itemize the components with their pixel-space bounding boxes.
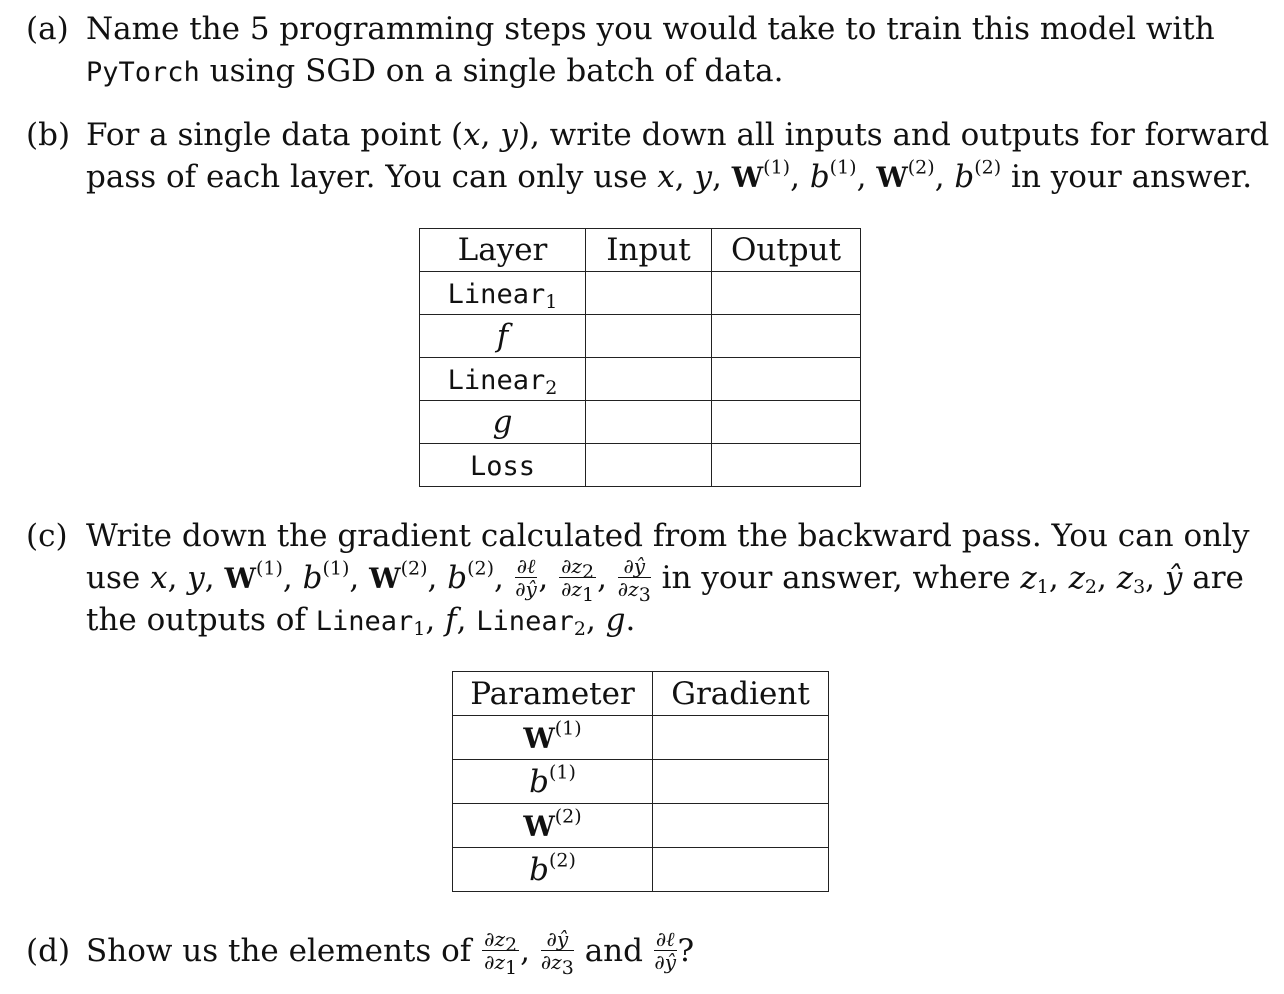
layer-name: g [492, 404, 513, 440]
input-cell[interactable] [586, 272, 712, 315]
question-b-label: (b) [26, 117, 71, 153]
parameter-symbol: b [529, 851, 549, 888]
question-a-line2-rest: using SGD on a single batch of data. [199, 53, 784, 89]
layer-name: Linear [447, 279, 546, 310]
fraction-dz2-dz1: $\frac{\partial z_2}{\partial z_1}$ [561, 554, 595, 606]
gradient-table [452, 671, 829, 892]
forward-pass-table [419, 228, 861, 487]
parameter-cell [453, 804, 653, 848]
table-row [453, 848, 829, 892]
question-a-label: (a) [26, 11, 69, 47]
layer-name: Linear [447, 365, 546, 396]
and-word: and [584, 933, 643, 969]
question-c-line1: Write down the gradient calculated from the backward pass. You can only [86, 518, 1250, 554]
table-row [420, 401, 861, 444]
input-cell[interactable] [586, 315, 712, 358]
parameter-superscript: (1) [548, 761, 576, 784]
header-layer: Layer [420, 229, 586, 272]
parameter-symbol: W [523, 721, 555, 755]
gradient-cell[interactable] [653, 804, 829, 848]
table-row [420, 444, 861, 487]
output-cell[interactable] [712, 444, 861, 487]
question-b [26, 114, 1269, 156]
header-gradient: Gradient [653, 672, 829, 716]
gradient-table-header-row [453, 672, 829, 716]
layer-cell [420, 401, 586, 444]
gradient-cell[interactable] [653, 848, 829, 892]
question-d [26, 927, 695, 979]
fraction-dyhat-dz3: $\frac{\partial ŷ}{\partial z_3}$ [540, 927, 574, 979]
layer-cell [420, 444, 586, 487]
table-row [420, 358, 861, 401]
pytorch-name: PyTorch [86, 57, 200, 88]
parameter-symbol: b [529, 763, 549, 800]
table-row [453, 716, 829, 760]
question-b-line2: pass of each layer. You can only use x, y, $W^{(1)}$, $b^{(1)}$, $W^{(2)}$, $b^{(2)}$ in your answer. [86, 156, 1253, 195]
output-cell[interactable] [712, 401, 861, 444]
question-c-line3: the outputs of Linear$_1$, f, Linear$_2$, g. [86, 602, 636, 640]
output-cell[interactable] [712, 315, 861, 358]
fraction-dyhat-dz3: $\frac{\partial ŷ}{\partial z_3}$ [617, 554, 651, 606]
question-a [26, 8, 1215, 50]
parameter-superscript: (2) [548, 849, 576, 872]
input-cell[interactable] [586, 358, 712, 401]
forward-table-header-row [420, 229, 861, 272]
layer-cell [420, 315, 586, 358]
layer-name: Loss [469, 451, 536, 482]
output-cell[interactable] [712, 358, 861, 401]
parameter-cell [453, 848, 653, 892]
question-c [26, 515, 1250, 557]
question-d-label: (d) [26, 933, 71, 969]
output-cell[interactable] [712, 272, 861, 315]
header-output: Output [712, 229, 861, 272]
header-parameter: Parameter [453, 672, 653, 716]
fraction-dl-dyhat: $\frac{\text{∂ℓ}}{\partial ŷ}$ [515, 554, 537, 601]
gradient-cell[interactable] [653, 760, 829, 804]
layer-subscript: 2 [545, 376, 558, 399]
question-a-line2 [86, 50, 783, 94]
question-c-line2: use x, y, $W^{(1)}$, $b^{(1)}$, $W^{(2)}$, $b^{(2)}$, $\frac{\text{∂ℓ}}{\partial ŷ}$ , $\frac{\partial z_2}{\partial z_1}$ , $\frac{\partial ŷ}{\partial z_3}$ in your answer, where $z_1$, $z_2$, $z_3$, ŷ are [86, 554, 1244, 606]
table-row [420, 272, 861, 315]
parameter-symbol: W [523, 809, 555, 843]
table-row [453, 760, 829, 804]
parameter-superscript: (1) [554, 717, 582, 740]
header-input: Input [586, 229, 712, 272]
table-row [453, 804, 829, 848]
parameter-cell [453, 760, 653, 804]
question-a-line1: Name the 5 programming steps you would take to train this model with [86, 11, 1215, 47]
parameter-superscript: (2) [554, 805, 582, 828]
parameter-cell [453, 716, 653, 760]
table-row [420, 315, 861, 358]
layer-cell [420, 358, 586, 401]
question-b-line1: For a single data point (x, y), write down all inputs and outputs for forward [86, 117, 1270, 153]
input-cell[interactable] [586, 401, 712, 444]
layer-subscript: 1 [545, 290, 558, 313]
gradient-cell[interactable] [653, 716, 829, 760]
layer-name: f [496, 318, 509, 354]
question-d-text: Show us the elements of $\frac{\partial z_2}{\partial z_1}$ , $\frac{\partial ŷ}{\partial z_3}$ and $\frac{\text{∂ℓ}}{\partial ŷ}$ ? [86, 927, 695, 979]
fraction-dl-dyhat: $\frac{\text{∂ℓ}}{\partial ŷ}$ [654, 927, 676, 974]
fraction-dz2-dz1: $\frac{\partial z_2}{\partial z_1}$ [484, 927, 518, 979]
question-c-label: (c) [26, 518, 68, 554]
layer-cell [420, 272, 586, 315]
input-cell[interactable] [586, 444, 712, 487]
